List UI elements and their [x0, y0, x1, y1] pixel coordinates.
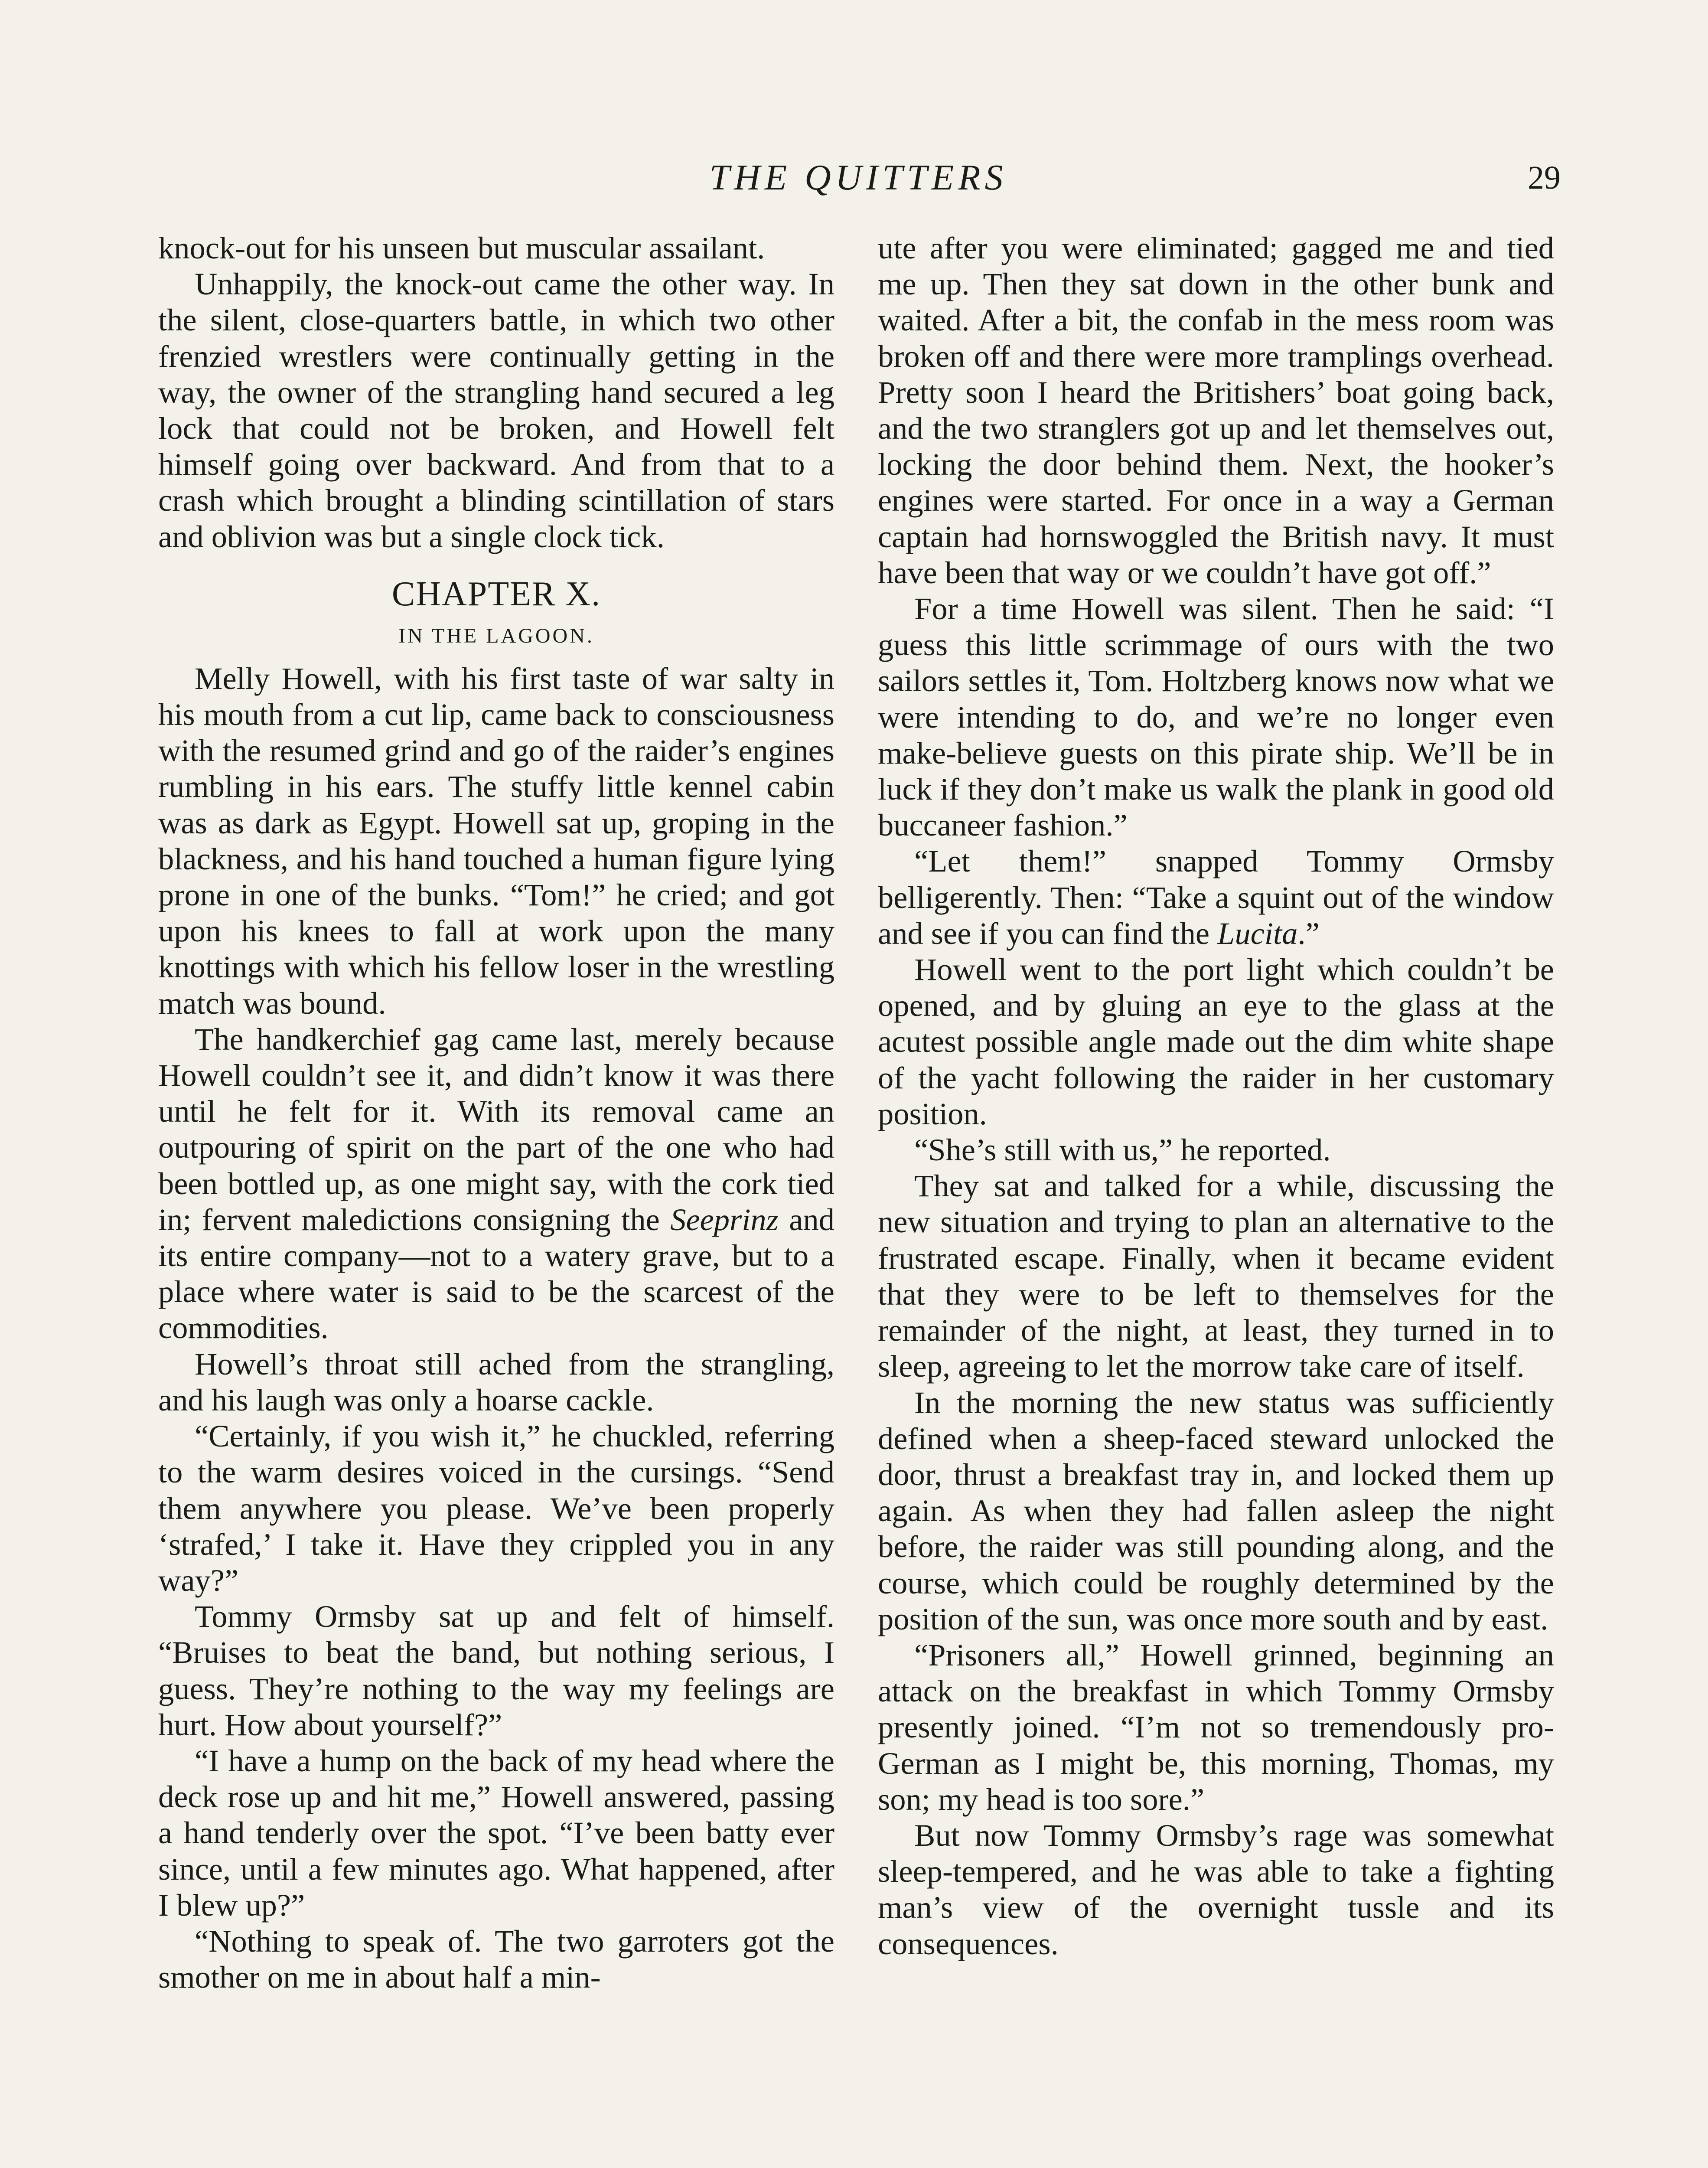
paragraph: ute after you were eliminated; gagged me and tied me up. Then they sat down in the other bunk and waited. After a bit, the confab in the mess room was broken off and there were more tramplings overhead. Pretty soon I heard the Britishers’ boat going back, and the two stranglers got up and let themselves out, locking the door behind them. Next, the hooker’s engines were started. For once in a way a German captain had hornswoggled the British navy. It must have been that way or we couldn’t have got off.”	[878, 230, 1554, 590]
text-run: and its entire company—not to a watery grave, but to a place where water is said to be the scarcest of the commodities.	[158, 1202, 834, 1345]
text-run: “Let them!” snapped Tommy Ormsby belligerently. Then: “Take a squint out of the window and see if you can find the	[878, 843, 1554, 951]
page-number: 29	[1528, 160, 1561, 196]
ship-name: Lucita	[1217, 915, 1298, 951]
right-column	[878, 230, 1554, 1962]
paragraph	[158, 1021, 834, 1346]
text-run: .”	[1297, 915, 1320, 951]
left-column	[158, 230, 834, 1995]
paragraph: “Nothing to speak of. The two garroters got the smother on me in about half a min-	[158, 1923, 834, 1995]
chapter-subtitle: IN THE LAGOON.	[398, 624, 594, 647]
running-title: THE QUITTERS	[709, 157, 1007, 198]
paragraph: For a time Howell was silent. Then he said: “I guess this little scrimmage of ours with the two sailors settles it, Tom. Holtzberg knows now what we were intending to do, and we’re no longer even make-believe guests on this pirate ship. We’ll be in luck if they don’t make us walk the plank in good old buccaneer fashion.”	[878, 591, 1554, 843]
paragraph: Howell’s throat still ached from the strangling, and his laugh was only a hoarse cackle.	[158, 1346, 834, 1417]
paragraph: Howell went to the port light which couldn’t be opened, and by gluing an eye to the glass at the acutest possible angle made out the dim white shape of the yacht following the raider in her customary position.	[878, 952, 1554, 1131]
page-header	[156, 154, 1561, 202]
paragraph: They sat and talked for a while, discussing the new situation and trying to plan an alternative to the frustrated escape. Finally, when it became evident that they were to be left to themselves for the remainder of the night, at least, they turned in to sleep, agreeing to let the morrow take care of itself.	[878, 1168, 1554, 1384]
paragraph: “Certainly, if you wish it,” he chuckled, referring to the warm desires voiced in the cursings. “Send them anywhere you please. We’ve been properly ‘strafed,’ I take it. Have they crippled you in any way?”	[158, 1418, 834, 1598]
paragraph: “I have a hump on the back of my head where the deck rose up and hit me,” Howell answered, passing a hand tenderly over the spot. “I’ve been batty ever since, until a few minutes ago. What happened, after I blew up?”	[158, 1743, 834, 1923]
paragraph	[878, 843, 1554, 951]
paragraph: “Prisoners all,” Howell grinned, beginning an attack on the breakfast in which Tommy Ormsby presently joined. “I’m not so tremendously pro-German as I might be, this morning, Thomas, my son; my head is too sore.”	[878, 1637, 1554, 1817]
paragraph: knock-out for his unseen but muscular assailant.	[158, 230, 765, 265]
paragraph: Melly Howell, with his first taste of war salty in his mouth from a cut lip, came back to consciousness with the resumed grind and go of the raider’s engines rumbling in his ears. The stuffy little kennel cabin was as dark as Egypt. Howell sat up, groping in the blackness, and his hand touched a human figure lying prone in one of the bunks. “Tom!” he cried; and got upon his knees to fall at work upon the many knottings with which his fellow loser in the wrestling match was bound.	[158, 660, 834, 1021]
text-run: The handkerchief gag came last, merely because Howell couldn’t see it, and didn’t know it was there until he felt for it. With its removal came an outpouring of spirit on the part of the one who had been bottled up, as one might say, with the cork tied in; fervent maledictions consigning the	[158, 1021, 834, 1237]
paragraph: In the morning the new status was sufficiently defined when a sheep-faced steward unlocked the door, thrust a breakfast tray in, and locked them up again. As when they had fallen asleep the night before, the raider was still pounding along, and the course, which could be roughly determined by the position of the sun, was once more south and by east.	[878, 1384, 1554, 1636]
chapter-title: CHAPTER X.	[391, 575, 601, 613]
paragraph: Unhappily, the knock-out came the other way. In the silent, close-quarters battle, in which two other frenzied wrestlers were continually getting in the way, the owner of the strangling hand secured a leg lock that could not be broken, and Howell felt himself going over backward. And from that to a crash which brought a blinding scintillation of stars and oblivion was but a single clock tick.	[158, 266, 834, 554]
paragraph: “She’s still with us,” he reported.	[914, 1132, 1331, 1168]
ship-name: Seeprinz	[670, 1202, 779, 1237]
paragraph: Tommy Ormsby sat up and felt of himself. “Bruises to beat the band, but nothing serious, I guess. They’re nothing to the way my feelings are hurt. How about yourself?”	[158, 1599, 834, 1742]
paragraph: But now Tommy Ormsby’s rage was somewhat sleep-tempered, and he was able to take a fighting man’s view of the overnight tussle and its consequences.	[878, 1817, 1554, 1961]
